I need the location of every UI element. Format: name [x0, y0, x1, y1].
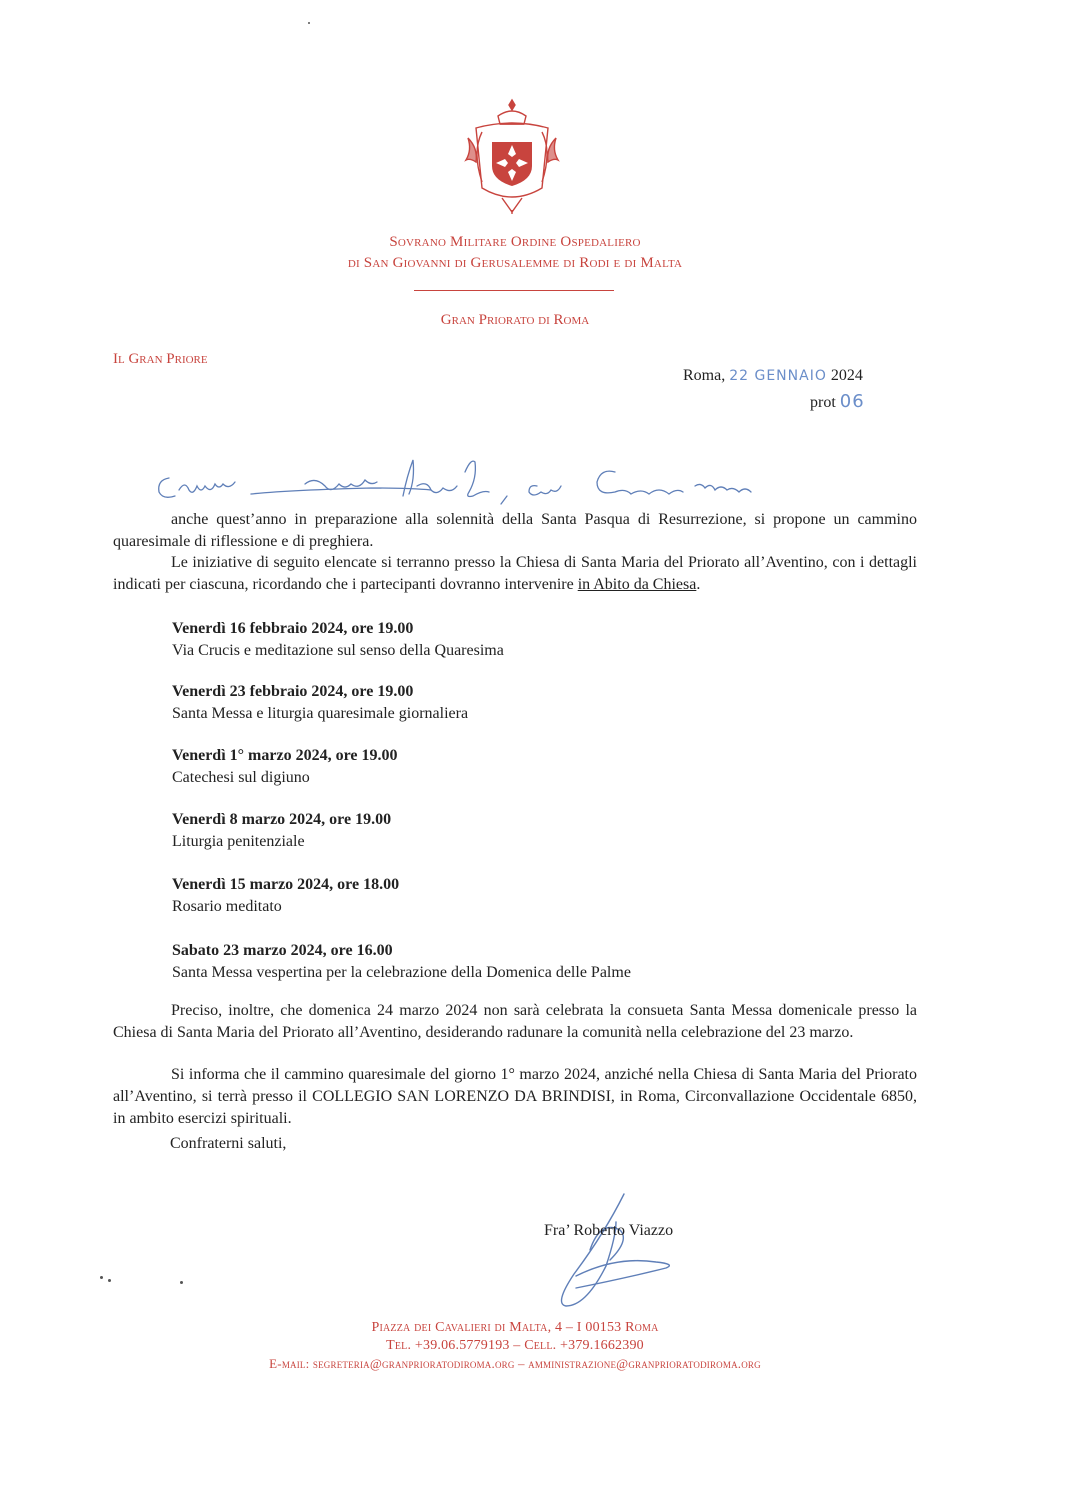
priorato-name: Gran Priorato di Roma	[440, 312, 590, 328]
closing-greeting: Confraterni saluti,	[170, 1135, 287, 1152]
prot-handwritten: 06	[839, 391, 865, 412]
event-date: Venerdì 23 febbraio 2024, ore 19.00	[172, 683, 414, 700]
scan-speck	[308, 22, 310, 24]
date-handwritten: 22 GENNAIO	[729, 368, 827, 384]
letter-date	[683, 367, 863, 385]
paragraph-location-note: Si informa che il cammino quaresimale del giorno 1° marzo 2024, anziché nella Chiesa di Santa Maria del Priorato all’Aventino, si terrà presso il COLLEGIO SAN LORENZO DA BRINDISI, in Roma, Circonvallazione Occidentale 6850, in ambito esercizi spirituali.	[113, 1066, 917, 1127]
sender-title: Il Gran Priore	[113, 351, 208, 367]
event-date: Venerdì 1° marzo 2024, ore 19.00	[172, 747, 398, 764]
event-description: Via Crucis e meditazione sul senso della Quaresima	[172, 642, 504, 659]
order-name-line1: Sovrano Militare Ordine Ospedaliero	[389, 234, 641, 250]
scan-speck	[180, 1281, 183, 1284]
footer-emails: E-mail: segreteria@granprioratodiroma.org – amministrazione@granprioratodiroma.org	[269, 1356, 761, 1371]
signer-name: Fra’ Roberto Viazzo	[544, 1222, 674, 1239]
event-date: Venerdì 15 marzo 2024, ore 18.00	[172, 876, 400, 893]
event-item	[172, 809, 912, 853]
initiatives-text: Le iniziative di seguito elencate si terranno presso la Chiesa di Santa Maria del Priorato all’Aventino, con i dettagli indicati per ciascuna, ricordando che i partecipanti dovranno intervenire	[113, 554, 917, 593]
date-year: 2024	[830, 367, 863, 384]
scan-speck	[108, 1279, 111, 1282]
event-date: Sabato 23 marzo 2024, ore 16.00	[172, 942, 393, 959]
event-description: Santa Messa vespertina per la celebrazione della Domenica delle Palme	[172, 964, 631, 981]
paragraph-intro: anche quest’anno in preparazione alla solennità della Santa Pasqua di Resurrezione, si propone un cammino quaresimale di riflessione e di preghiera.	[113, 511, 917, 550]
handwritten-signature	[530, 1190, 720, 1310]
event-item	[172, 681, 912, 725]
paragraph-initiatives	[113, 552, 917, 596]
handwritten-salutation	[155, 456, 855, 506]
order-name-line2: di San Giovanni di Gerusalemme di Rodi e di Malta	[347, 255, 683, 271]
event-description: Santa Messa e liturgia quaresimale giornaliera	[172, 705, 469, 722]
event-item	[172, 940, 912, 984]
prot-label: prot	[810, 394, 836, 411]
event-description: Catechesi sul digiuno	[172, 769, 310, 786]
scan-speck	[100, 1276, 103, 1279]
event-item	[172, 618, 912, 662]
event-date: Venerdì 16 febbraio 2024, ore 19.00	[172, 620, 414, 637]
event-description: Liturgia penitenziale	[172, 833, 305, 850]
initiatives-end: .	[696, 576, 701, 593]
header-divider	[414, 290, 614, 291]
footer-address: Piazza dei Cavalieri di Malta, 4 – I 00153 Roma	[371, 1320, 659, 1335]
paragraph-sunday-note: Preciso, inoltre, che domenica 24 marzo 2024 non sarà celebrata la consueta Santa Messa domenicale presso la Chiesa di Santa Maria del Priorato all’Aventino, desiderando radunare la comunità nella celebrazione del 23 marzo.	[113, 1002, 917, 1041]
footer-phones: Tel. +39.06.5779193 – Cell. +379.1662390	[386, 1338, 644, 1353]
protocol-number	[810, 391, 865, 412]
event-item	[172, 745, 912, 789]
coat-of-arms-icon	[462, 98, 562, 216]
dress-code-underlined: in Abito da Chiesa	[577, 576, 697, 593]
date-prefix: Roma,	[683, 367, 726, 384]
event-date: Venerdì 8 marzo 2024, ore 19.00	[172, 811, 392, 828]
event-description: Rosario meditato	[172, 898, 282, 915]
event-item	[172, 874, 912, 918]
